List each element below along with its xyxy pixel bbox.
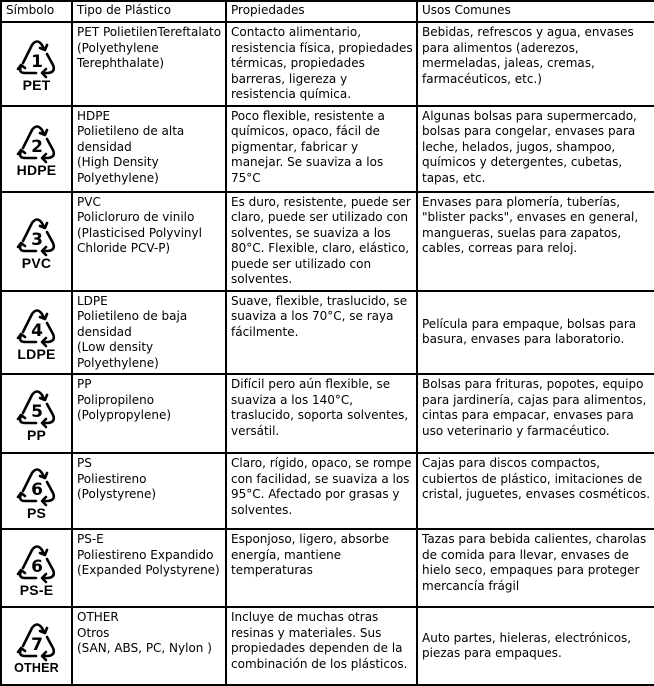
plastic-type-cell: PET PolietilenTereftalato (Polyethylene Terephthalate)	[72, 22, 226, 106]
plastic-abbreviation: PVC	[21, 254, 52, 271]
properties-cell: Es duro, resistente, puede ser claro, puede ser utilizado con solventes, se suaviza a los 80°C. Flexible, claro, elástico, puede ser utilizado con solventes.	[226, 192, 417, 291]
symbol-cell	[1, 291, 72, 375]
header-common-uses: Usos Comunes	[417, 1, 654, 22]
plastic-type-cell: HDPE Polietileno de alta densidad (High Density Polyethylene)	[72, 106, 226, 192]
properties-cell: Esponjoso, ligero, absorbe energía, mantiene temperaturas	[226, 529, 417, 607]
table-row	[1, 607, 654, 685]
svg-text:3: 3	[30, 229, 43, 250]
svg-text:4: 4	[30, 320, 43, 341]
table-row	[1, 291, 654, 375]
common-uses-cell: Tazas para bebida calientes, charolas de comida para llevar, envases de hielo seco, empaques para proteger mercancía frágil	[417, 529, 654, 607]
svg-text:1: 1	[30, 52, 43, 73]
recycling-triangle-icon	[14, 618, 60, 662]
symbol-cell	[1, 529, 72, 607]
plastic-abbreviation: PS	[26, 504, 47, 521]
properties-cell: Suave, flexible, traslucido, se suaviza a los 70°C, se raya fácilmente.	[226, 291, 417, 375]
common-uses-cell: Cajas para discos compactos, cubiertos de plástico, imitaciones de cristal, juguetes, envases cosméticos.	[417, 453, 654, 529]
plastic-abbreviation: PP	[26, 427, 47, 443]
recycling-triangle-icon	[14, 213, 60, 257]
symbol-cell	[1, 22, 72, 106]
svg-text:7: 7	[30, 634, 43, 655]
recycling-triangle-icon	[14, 120, 60, 164]
table-row	[1, 192, 654, 291]
svg-text:5: 5	[30, 402, 43, 422]
symbol-cell	[1, 374, 72, 453]
properties-cell: Difícil pero aún flexible, se suaviza a los 140°C, traslucido, soporta solventes, versátil.	[226, 374, 417, 453]
table-row	[1, 529, 654, 607]
properties-cell: Claro, rígido, opaco, se rompe con facilidad, se suaviza a los 95°C. Afectado por grasas y solventes.	[226, 453, 417, 529]
plastic-type-cell: PS-E Poliestireno Expandido (Expanded Polystyrene)	[72, 529, 226, 607]
table-row	[1, 106, 654, 192]
plastic-abbreviation: PET	[22, 77, 51, 94]
header-properties: Propiedades	[226, 1, 417, 22]
common-uses-cell: Película para empaque, bolsas para basura, envases para laboratorio.	[417, 291, 654, 375]
plastic-abbreviation: LDPE	[17, 345, 56, 362]
properties-cell: Contacto alimentario, resistencia física, propiedades térmicas, propiedades barreras, ligereza y resistencia química.	[226, 22, 417, 106]
symbol-cell	[1, 106, 72, 192]
header-plastic-type: Tipo de Plástico	[72, 1, 226, 22]
symbol-cell	[1, 192, 72, 291]
recycling-triangle-icon	[14, 540, 60, 584]
table-row	[1, 374, 654, 453]
table-row	[1, 22, 654, 106]
common-uses-cell: Auto partes, hieleras, electrónicos, piezas para empaques.	[417, 607, 654, 685]
plastic-abbreviation: OTHER	[14, 660, 59, 675]
plastic-type-cell: OTHER Otros (SAN, ABS, PC, Nylon )	[72, 607, 226, 685]
plastic-abbreviation: PS-E	[19, 581, 54, 598]
header-row	[1, 1, 654, 22]
plastic-type-cell: PP Polipropileno (Polypropylene)	[72, 374, 226, 453]
svg-text:6: 6	[30, 556, 43, 577]
symbol-cell	[1, 453, 72, 529]
svg-text:6: 6	[30, 479, 43, 500]
plastic-type-cell: PS Poliestireno (Polystyrene)	[72, 453, 226, 529]
common-uses-cell: Algunas bolsas para supermercado, bolsas para congelar, envases para leche, helados, jugos, shampoo, químicos y detergentes, cubetas, tapas, etc.	[417, 106, 654, 192]
svg-text:2: 2	[30, 137, 43, 157]
plastic-abbreviation: HDPE	[16, 162, 57, 178]
common-uses-cell: Bolsas para frituras, popotes, equipo para jardinería, cajas para alimentos, cintas para empacar, envases para uso veterinario y farmacéutico.	[417, 374, 654, 453]
symbol-cell	[1, 607, 72, 685]
common-uses-cell: Bebidas, refrescos y agua, envases para alimentos (aderezos, mermeladas, jaleas, cremas, farmacéuticos, etc.)	[417, 22, 654, 106]
recycling-triangle-icon	[14, 35, 60, 79]
recycling-triangle-icon	[14, 463, 60, 507]
properties-cell: Incluye de muchas otras resinas y materiales. Sus propiedades dependen de la combinación de los plásticos.	[226, 607, 417, 685]
plastic-type-cell: PVC Policloruro de vinilo (Plasticised Polyvinyl Chloride PCV-P)	[72, 192, 226, 291]
table-row	[1, 453, 654, 529]
header-symbol: Símbolo	[1, 1, 72, 22]
recycling-triangle-icon	[14, 304, 60, 348]
common-uses-cell: Envases para plomería, tuberías, "blister packs", envases en general, mangueras, suelas para zapatos, cables, correas para reloj.	[417, 192, 654, 291]
recycling-triangle-icon	[14, 385, 60, 429]
properties-cell: Poco flexible, resistente a químicos, opaco, fácil de pigmentar, fabricar y manejar. Se suaviza a los 75°C	[226, 106, 417, 192]
plastic-type-cell: LDPE Polietileno de baja densidad (Low density Polyethylene)	[72, 291, 226, 375]
